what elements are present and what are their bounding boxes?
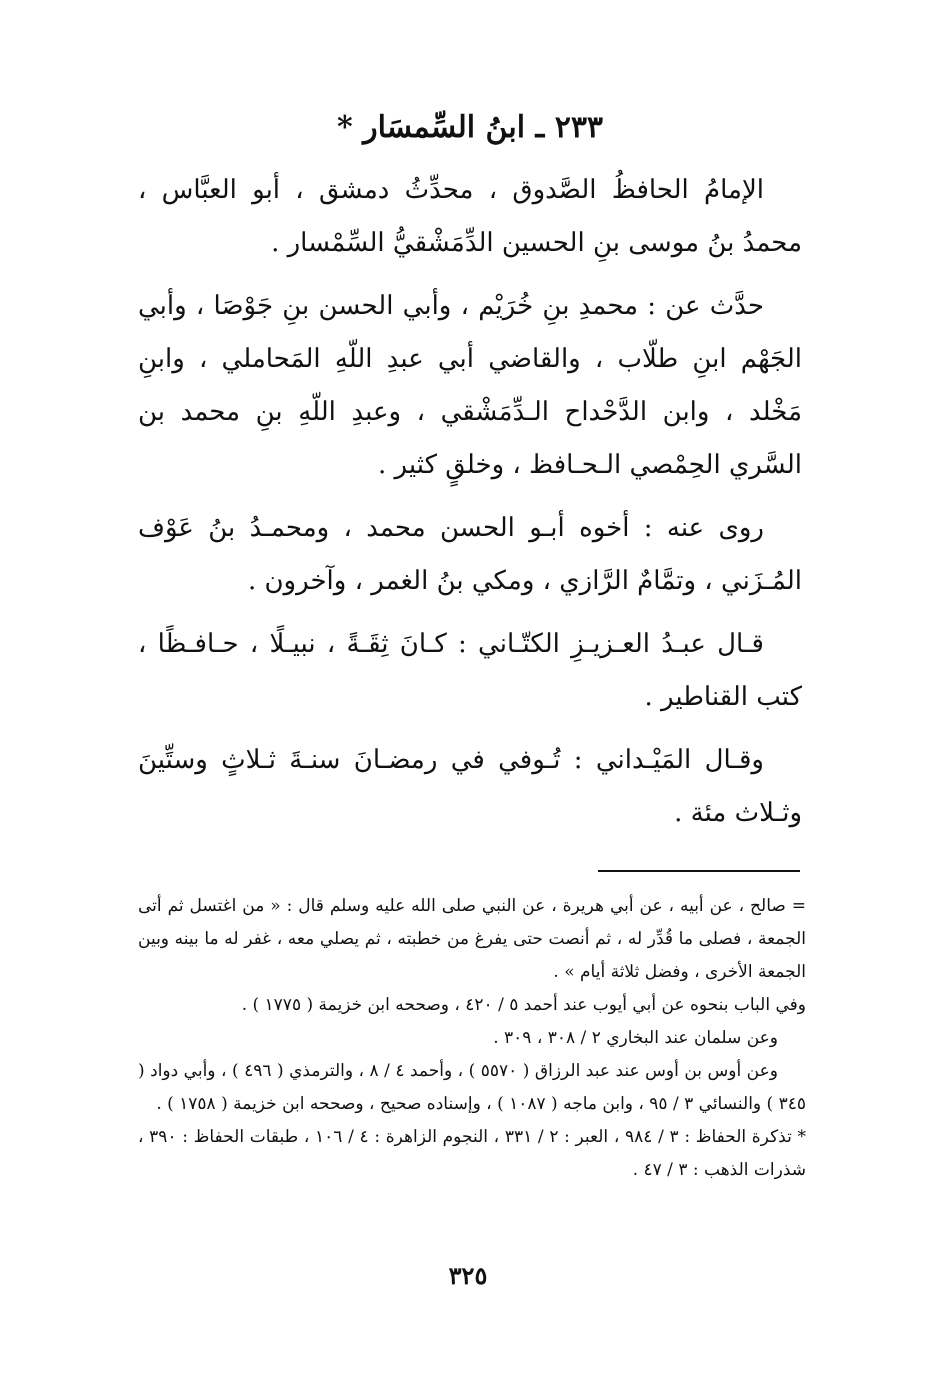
footnote-salman: وعن سلمان عند البخاري ٢ / ٣٠٨ ، ٣٠٩ . (493, 1028, 778, 1048)
paragraph-biography: الإمامُ الحافظُ الصَّدوق ، محدِّثُ دمشق ، أبو العبَّاس ، محمدُ بنُ موسى بنِ الحسين الدِّمَشْقيُّ السِّمْسار . (138, 175, 802, 258)
entry-title: ٢٣٣ ـ ابنُ السِّمسَار * (336, 110, 604, 145)
paragraph-kattani-quote: قـال عبـدُ العـزيـزِ الكتّـاني : كـانَ ثِقَـةً ، نبيـلًا ، حـافـظًا ، كتب القناطير . (138, 629, 802, 712)
footnotes (138, 890, 806, 1187)
page-number: ٣٢٥ (448, 1261, 488, 1290)
footnote-sources: * تذكرة الحفاظ : ٣ / ٩٨٤ ، العبر : ٢ / ٣٣١ ، النجوم الزاهرة : ٤ / ١٠٦ ، طبقات الحفاظ : ٣٩٠ ، شذرات الذهب : ٣ / ٤٧ . (138, 1127, 806, 1180)
footnote-abu-ayyub: وفي الباب بنحوه عن أبي أيوب عند أحمد ٥ / ٤٢٠ ، وصححه ابن خزيمة ( ١٧٧٥ ) . (241, 995, 806, 1015)
paragraph-students: روى عنه : أخوه أبـو الحسن محمد ، ومحمـدُ بنُ عَوْف المُـزَني ، وتمَّامٌ الرَّازي ، ومكي بنُ الغمر ، وآخرون . (138, 513, 802, 596)
main-text (138, 164, 802, 850)
footnote-continuation: = صالح ، عن أبيه ، عن أبي هريرة ، عن النبي صلى الله عليه وسلم قال : « من اغتسل ثم أتى الجمعة ، فصلى ما قُدِّر له ، ثم أنصت حتى يفرغ من خطبته ، ثم يصلي معه ، غفر له ما بينه وبين الجمعة الأخرى ، وفضل ثلاثة أيام » . (138, 896, 806, 982)
paragraph-death-date: وقـال المَيْـداني : تُـوفي في رمضـانَ سنـةَ ثـلاثٍ وستِّينَ وثـلاث مئة . (138, 745, 802, 828)
footnote-aws: وعن أوس بن أوس عند عبد الرزاق ( ٥٥٧٠ ) ، وأحمد ٤ / ٨ ، والترمذي ( ٤٩٦ ) ، وأبي دواد ( ٣٤٥ ) والنسائي ٣ / ٩٥ ، وابن ماجه ( ١٠٨٧ ) ، وإسناده صحيح ، وصححه ابن خزيمة ( ١٧٥٨ ) . (138, 1061, 806, 1114)
footnote-separator (598, 870, 800, 872)
paragraph-teachers: حدَّث عن : محمدِ بنِ خُرَيْم ، وأبي الحسن بنِ جَوْصَا ، وأبي الجَهْم ابنِ طلّاب ، والقاضي أبي عبدِ اللّهِ المَحاملي ، وابنِ مَخْلد ، وابن الدَّحْداح الـدِّمَشْقي ، وعبدِ اللّهِ بنِ محمد بن السَّري الحِمْصي الـحـافظ ، وخلقٍ كثير . (138, 291, 802, 480)
